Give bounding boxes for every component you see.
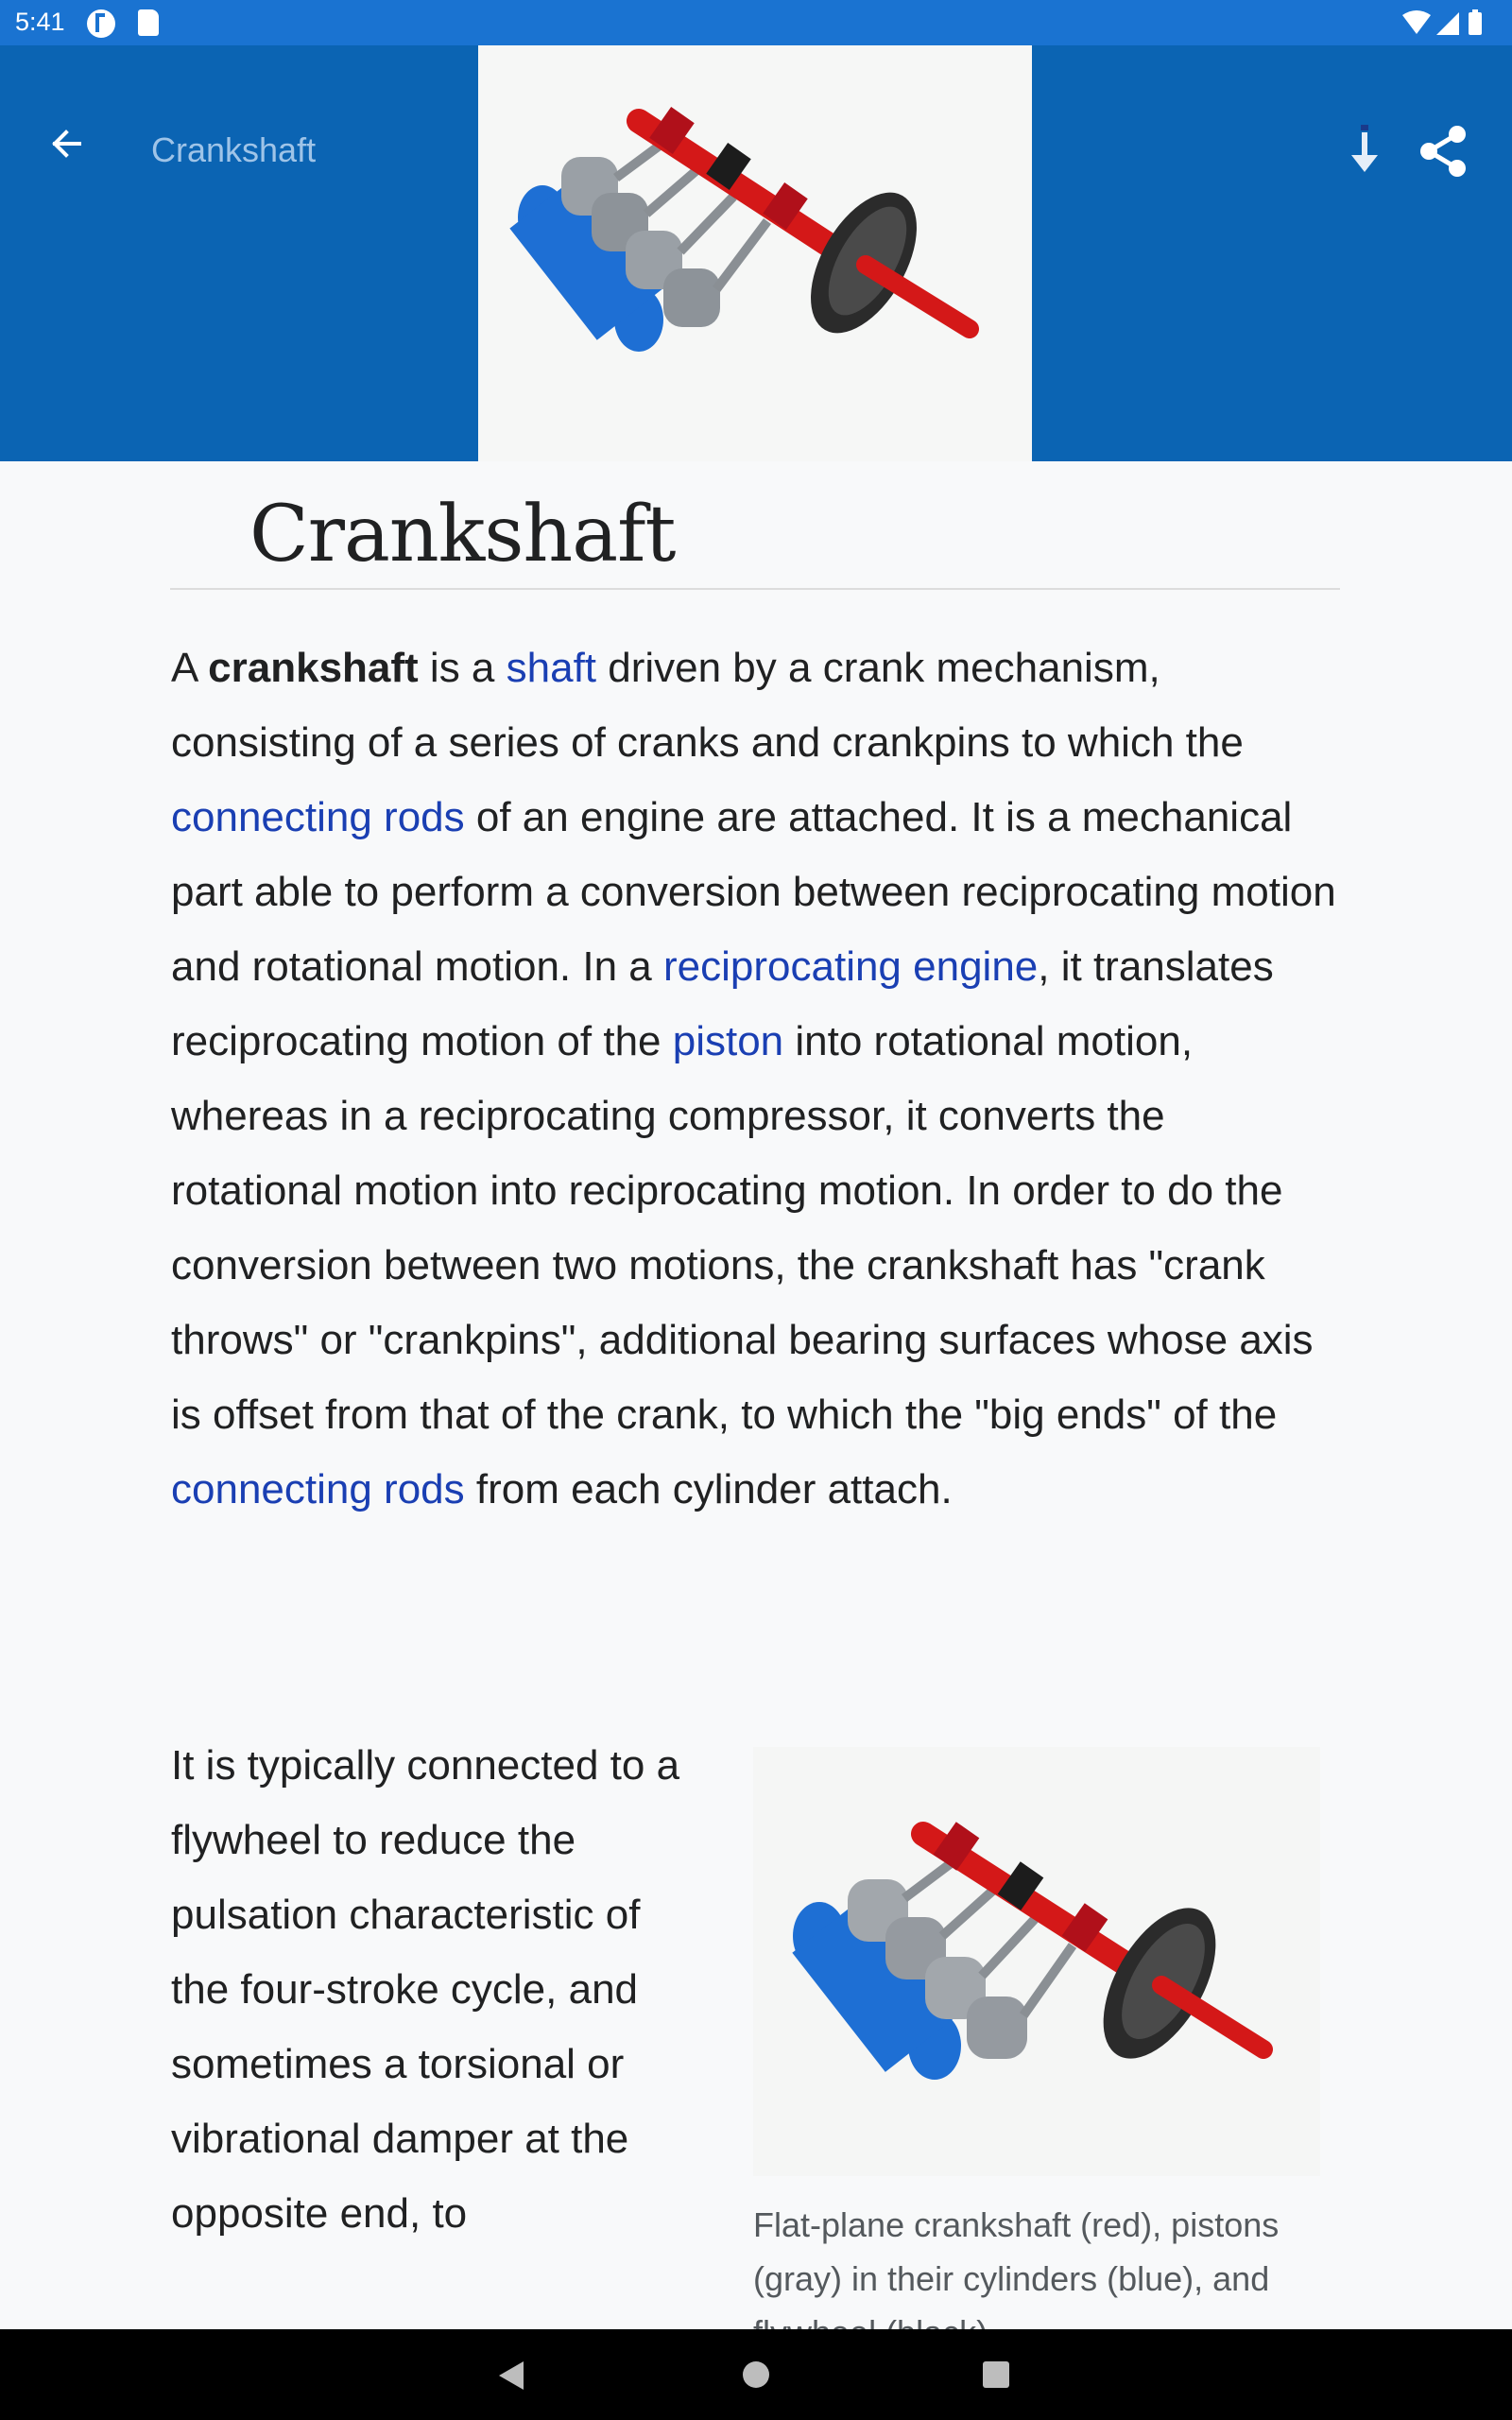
navigation-bar	[0, 2329, 1512, 2420]
article-content	[0, 461, 1512, 2329]
sd-card-icon	[138, 9, 159, 36]
article-paragraph-1: A crankshaft is a shaft driven by a crank mechanism, consisting of a series of cranks and crankpins to which the connecting rods of an engine are attached. It is a mechanical part able to perform a conversion between reciprocating motion and rotational motion. In a reciprocating engine, it translates reciprocating motion of the piston into rotational motion, whereas in a reciprocating compressor, it converts the rotational motion into reciprocating motion. In order to do the conversion between two motions, the crankshaft has "crank throws" or "crankpins", additional bearing surfaces whose axis is offset from that of the crank, to which the "big ends" of the connecting rods from each cylinder attach.	[171, 645, 1336, 1512]
figure-image-crankshaft[interactable]	[753, 1747, 1320, 2176]
cell-signal-icon	[1436, 12, 1459, 35]
link-piston[interactable]: piston	[672, 1018, 784, 1064]
article-paragraph-2: It is typically connected to a flywheel to reduce the pulsation characteristic of the four-stroke cycle, and sometimes a torsional or vibrational damper at the opposite end, to	[171, 1742, 680, 2237]
page-title: Crankshaft	[249, 490, 676, 579]
link-connecting-rods-2[interactable]: connecting rods	[171, 1466, 465, 1512]
download-icon[interactable]	[1338, 121, 1391, 182]
lead-image-crankshaft[interactable]	[478, 45, 1032, 461]
link-reciprocating-engine[interactable]: reciprocating engine	[663, 943, 1039, 990]
status-time: 5:41	[15, 8, 65, 36]
status-icons	[1400, 9, 1495, 38]
notification-p-icon	[87, 9, 115, 38]
link-shaft[interactable]: shaft	[506, 645, 597, 691]
app-bar-title: Crankshaft	[151, 130, 317, 169]
share-icon[interactable]	[1416, 121, 1472, 182]
arrow-back-icon[interactable]	[42, 117, 94, 170]
nav-back-icon[interactable]	[495, 2360, 527, 2392]
link-connecting-rods[interactable]: connecting rods	[171, 794, 465, 840]
nav-home-icon[interactable]	[743, 2361, 769, 2388]
bold-term: crankshaft	[208, 645, 419, 691]
status-bar	[0, 0, 1512, 45]
figure-caption: Flat-plane crankshaft (red), pistons (gray) in their cylinders (blue), and	[753, 2205, 1280, 2298]
battery-icon	[1469, 12, 1482, 35]
title-divider	[170, 588, 1340, 590]
article-figure	[753, 1747, 1320, 2360]
wifi-icon	[1402, 10, 1431, 34]
nav-recents-icon[interactable]	[983, 2361, 1009, 2388]
